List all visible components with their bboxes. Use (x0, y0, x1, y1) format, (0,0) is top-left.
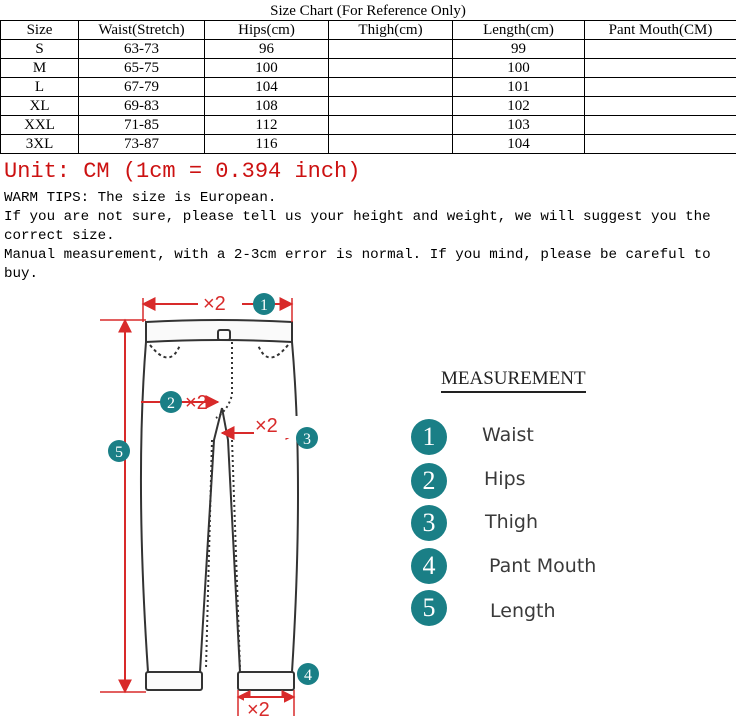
unit-conversion-note: Unit: CM (1cm = 0.394 inch) (4, 159, 361, 184)
measurement-legend-title: MEASUREMENT (441, 368, 586, 393)
cell-pant-mouth (585, 116, 736, 135)
legend-item-length (411, 590, 447, 626)
cell-thigh (329, 135, 453, 154)
cell-pant-mouth (585, 59, 736, 78)
cell-waist: 65-75 (79, 59, 205, 78)
cell-length: 100 (453, 59, 585, 78)
legend-number-icon: 2 (411, 463, 447, 499)
marker-4-label: 4 (304, 667, 312, 684)
table-row (1, 59, 736, 78)
cell-pant-mouth (585, 40, 736, 59)
waist-multiplier: ×2 (203, 293, 226, 315)
cell-thigh (329, 40, 453, 59)
cell-hips: 96 (205, 40, 329, 59)
legend-label-pant-mouth: Pant Mouth (489, 555, 597, 577)
measurement-error-text: Manual measurement, with a 2-3cm error is normal. If you mind, please be careful to buy. (4, 247, 711, 282)
warm-tip-text: WARM TIPS: The size is European. (4, 190, 277, 206)
header-hips: Hips(cm) (205, 21, 329, 40)
header-thigh: Thigh(cm) (329, 21, 453, 40)
cell-length: 104 (453, 135, 585, 154)
marker-2-label: 2 (167, 395, 175, 412)
legend-item-thigh (411, 505, 447, 541)
thigh-multiplier: ×2 (255, 415, 278, 437)
cell-length: 102 (453, 97, 585, 116)
table-row (1, 135, 736, 154)
legend-number-icon: 5 (411, 590, 447, 626)
cell-thigh (329, 78, 453, 97)
cell-size: S (1, 40, 79, 59)
table-row (1, 97, 736, 116)
cell-waist: 69-83 (79, 97, 205, 116)
legend-label-thigh: Thigh (485, 511, 539, 533)
legend-item-hips (411, 463, 447, 499)
hips-multiplier: ×2 (185, 392, 208, 414)
legend-item-waist (411, 419, 447, 455)
cell-hips: 116 (205, 135, 329, 154)
pants-measurement-diagram (0, 288, 736, 728)
size-table (0, 20, 736, 154)
size-advice-text: If you are not sure, please tell us your height and weight, we will suggest you the correct size. (4, 209, 711, 244)
marker-1-label: 1 (260, 297, 268, 314)
cell-size: M (1, 59, 79, 78)
cell-pant-mouth (585, 135, 736, 154)
header-waist: Waist(Stretch) (79, 21, 205, 40)
legend-item-pant-mouth (411, 548, 447, 584)
cell-length: 101 (453, 78, 585, 97)
header-pant-mouth: Pant Mouth(CM) (585, 21, 736, 40)
table-header-row (1, 21, 736, 40)
size-chart-title: Size Chart (For Reference Only) (270, 3, 466, 19)
legend-label-hips: Hips (484, 468, 526, 490)
cell-size: XXL (1, 116, 79, 135)
header-size: Size (1, 21, 79, 40)
cell-size: 3XL (1, 135, 79, 154)
pants-outline (141, 320, 298, 690)
table-row (1, 78, 736, 97)
cell-hips: 108 (205, 97, 329, 116)
legend-label-waist: Waist (482, 424, 534, 446)
header-length: Length(cm) (453, 21, 585, 40)
marker-3-label: 3 (303, 431, 311, 448)
cell-length: 103 (453, 116, 585, 135)
cell-hips: 100 (205, 59, 329, 78)
cell-hips: 104 (205, 78, 329, 97)
cell-hips: 112 (205, 116, 329, 135)
legend-number-icon: 4 (411, 548, 447, 584)
cell-thigh (329, 116, 453, 135)
legend-label-length: Length (490, 600, 556, 622)
cell-thigh (329, 97, 453, 116)
cell-pant-mouth (585, 97, 736, 116)
cell-waist: 67-79 (79, 78, 205, 97)
cell-waist: 71-85 (79, 116, 205, 135)
table-row (1, 116, 736, 135)
cell-size: L (1, 78, 79, 97)
cell-pant-mouth (585, 78, 736, 97)
pant-mouth-multiplier: ×2 (247, 699, 270, 721)
cell-waist: 63-73 (79, 40, 205, 59)
marker-5-label: 5 (115, 444, 123, 461)
cell-length: 99 (453, 40, 585, 59)
cell-size: XL (1, 97, 79, 116)
cell-waist: 73-87 (79, 135, 205, 154)
cell-thigh (329, 59, 453, 78)
table-row (1, 40, 736, 59)
legend-number-icon: 1 (411, 419, 447, 455)
legend-number-icon: 3 (411, 505, 447, 541)
